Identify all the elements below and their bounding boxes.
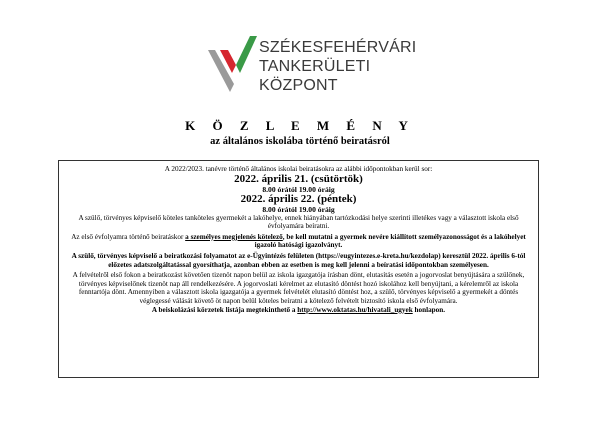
logo-text bbox=[259, 38, 416, 95]
paragraph-districts-start: A beiskolázási körzetek listája megtekinthető a bbox=[151, 305, 298, 314]
paragraph-districts bbox=[67, 306, 530, 315]
page-title: K Ö Z L E M É N Y bbox=[185, 118, 415, 133]
paragraph-e-ugyintezes: A szülő, törvényes képviselő a beiratkozási folyamatot az e-Ügyintézés felületen (https://eugyintezes.e-kreta.hu/kezdolap) keresztül 2022. április 6-tól előzetes adatszolgáltatással gyorsíthatja, azonban ebben az esetben is meg kell jelenni a beíratási időpontokban személyesen. bbox=[71, 251, 526, 269]
notice-intro: A 2022/2023. tanévre történő általános iskolai beiratásokra az alábbi időpontokban kerül sor: bbox=[164, 165, 433, 173]
logo-line-3: KÖZPONT bbox=[259, 77, 338, 94]
enrollment-date-2: 2022. április 22. (péntek) bbox=[240, 192, 357, 205]
logo-green-stroke bbox=[236, 36, 257, 73]
personal-attendance-emphasis: a személyes megjelenés kötelező bbox=[185, 232, 283, 241]
page-subtitle: az általános iskolába történő beiratásról bbox=[210, 136, 390, 147]
logo bbox=[206, 28, 417, 98]
paragraph-districts-end: honlapon. bbox=[412, 305, 446, 314]
paragraph-personal-attendance bbox=[67, 233, 530, 250]
enrollment-date-1: 2022. április 21. (csütörtök) bbox=[234, 172, 363, 185]
logo-line-1: SZÉKESFEHÉRVÁRI bbox=[259, 39, 417, 56]
paragraph-obligation: A szülő, törvényes képviselő köteles tanköteles gyermekét a lakóhelye, ennek hiányában tartózkodási helye szerinti illetékes vagy a választott iskola első évfolyamára beíratni. bbox=[78, 213, 519, 231]
notice-box bbox=[58, 160, 539, 378]
paragraph-personal-attendance-start: Az első évfolyamra történő beiratáskor bbox=[71, 232, 186, 241]
enrollment-hours-1: 8.00 órától 19.00 óráig bbox=[262, 184, 335, 194]
oktatas-hu-link[interactable]: http://www.oktatas.hu/hivatali_ugyek bbox=[297, 305, 413, 314]
tankerulet-logo-mark bbox=[206, 28, 258, 98]
logo-line-2: TANKERÜLETI bbox=[259, 58, 371, 75]
paragraph-personal-attendance-end: , be kell mutatni a gyermek nevére kiállított személyazonosságot és a lakóhelyet igazoló hatósági igazolványt. bbox=[254, 232, 526, 250]
enrollment-hours-2: 8.00 órától 19.00 óráig bbox=[262, 204, 335, 214]
paragraph-decision: A felvételről első fokon a beiratkozást követően tizenöt napon belül az iskola igazgatója írásban dönt, elutasítás esetén a jogorvoslat benyújtására a szülőnek, törvényes képviselőnek tizenöt nap áll rendelkezésére. A jogorvoslati kérelmet az elutasító döntést hozó iskolához kell benyújtani, a kérelemről az iskola fenntartója dönt. Amennyiben a választott iskola igazgatója a gyermek felvételét elutasító döntést hoz, a szülő, törvényes képviselő a gyermekét a döntés véglegessé válását követő öt napon belül köteles beíratni a kötelező felvételt biztosító iskola első évfolyamára. bbox=[72, 271, 525, 305]
